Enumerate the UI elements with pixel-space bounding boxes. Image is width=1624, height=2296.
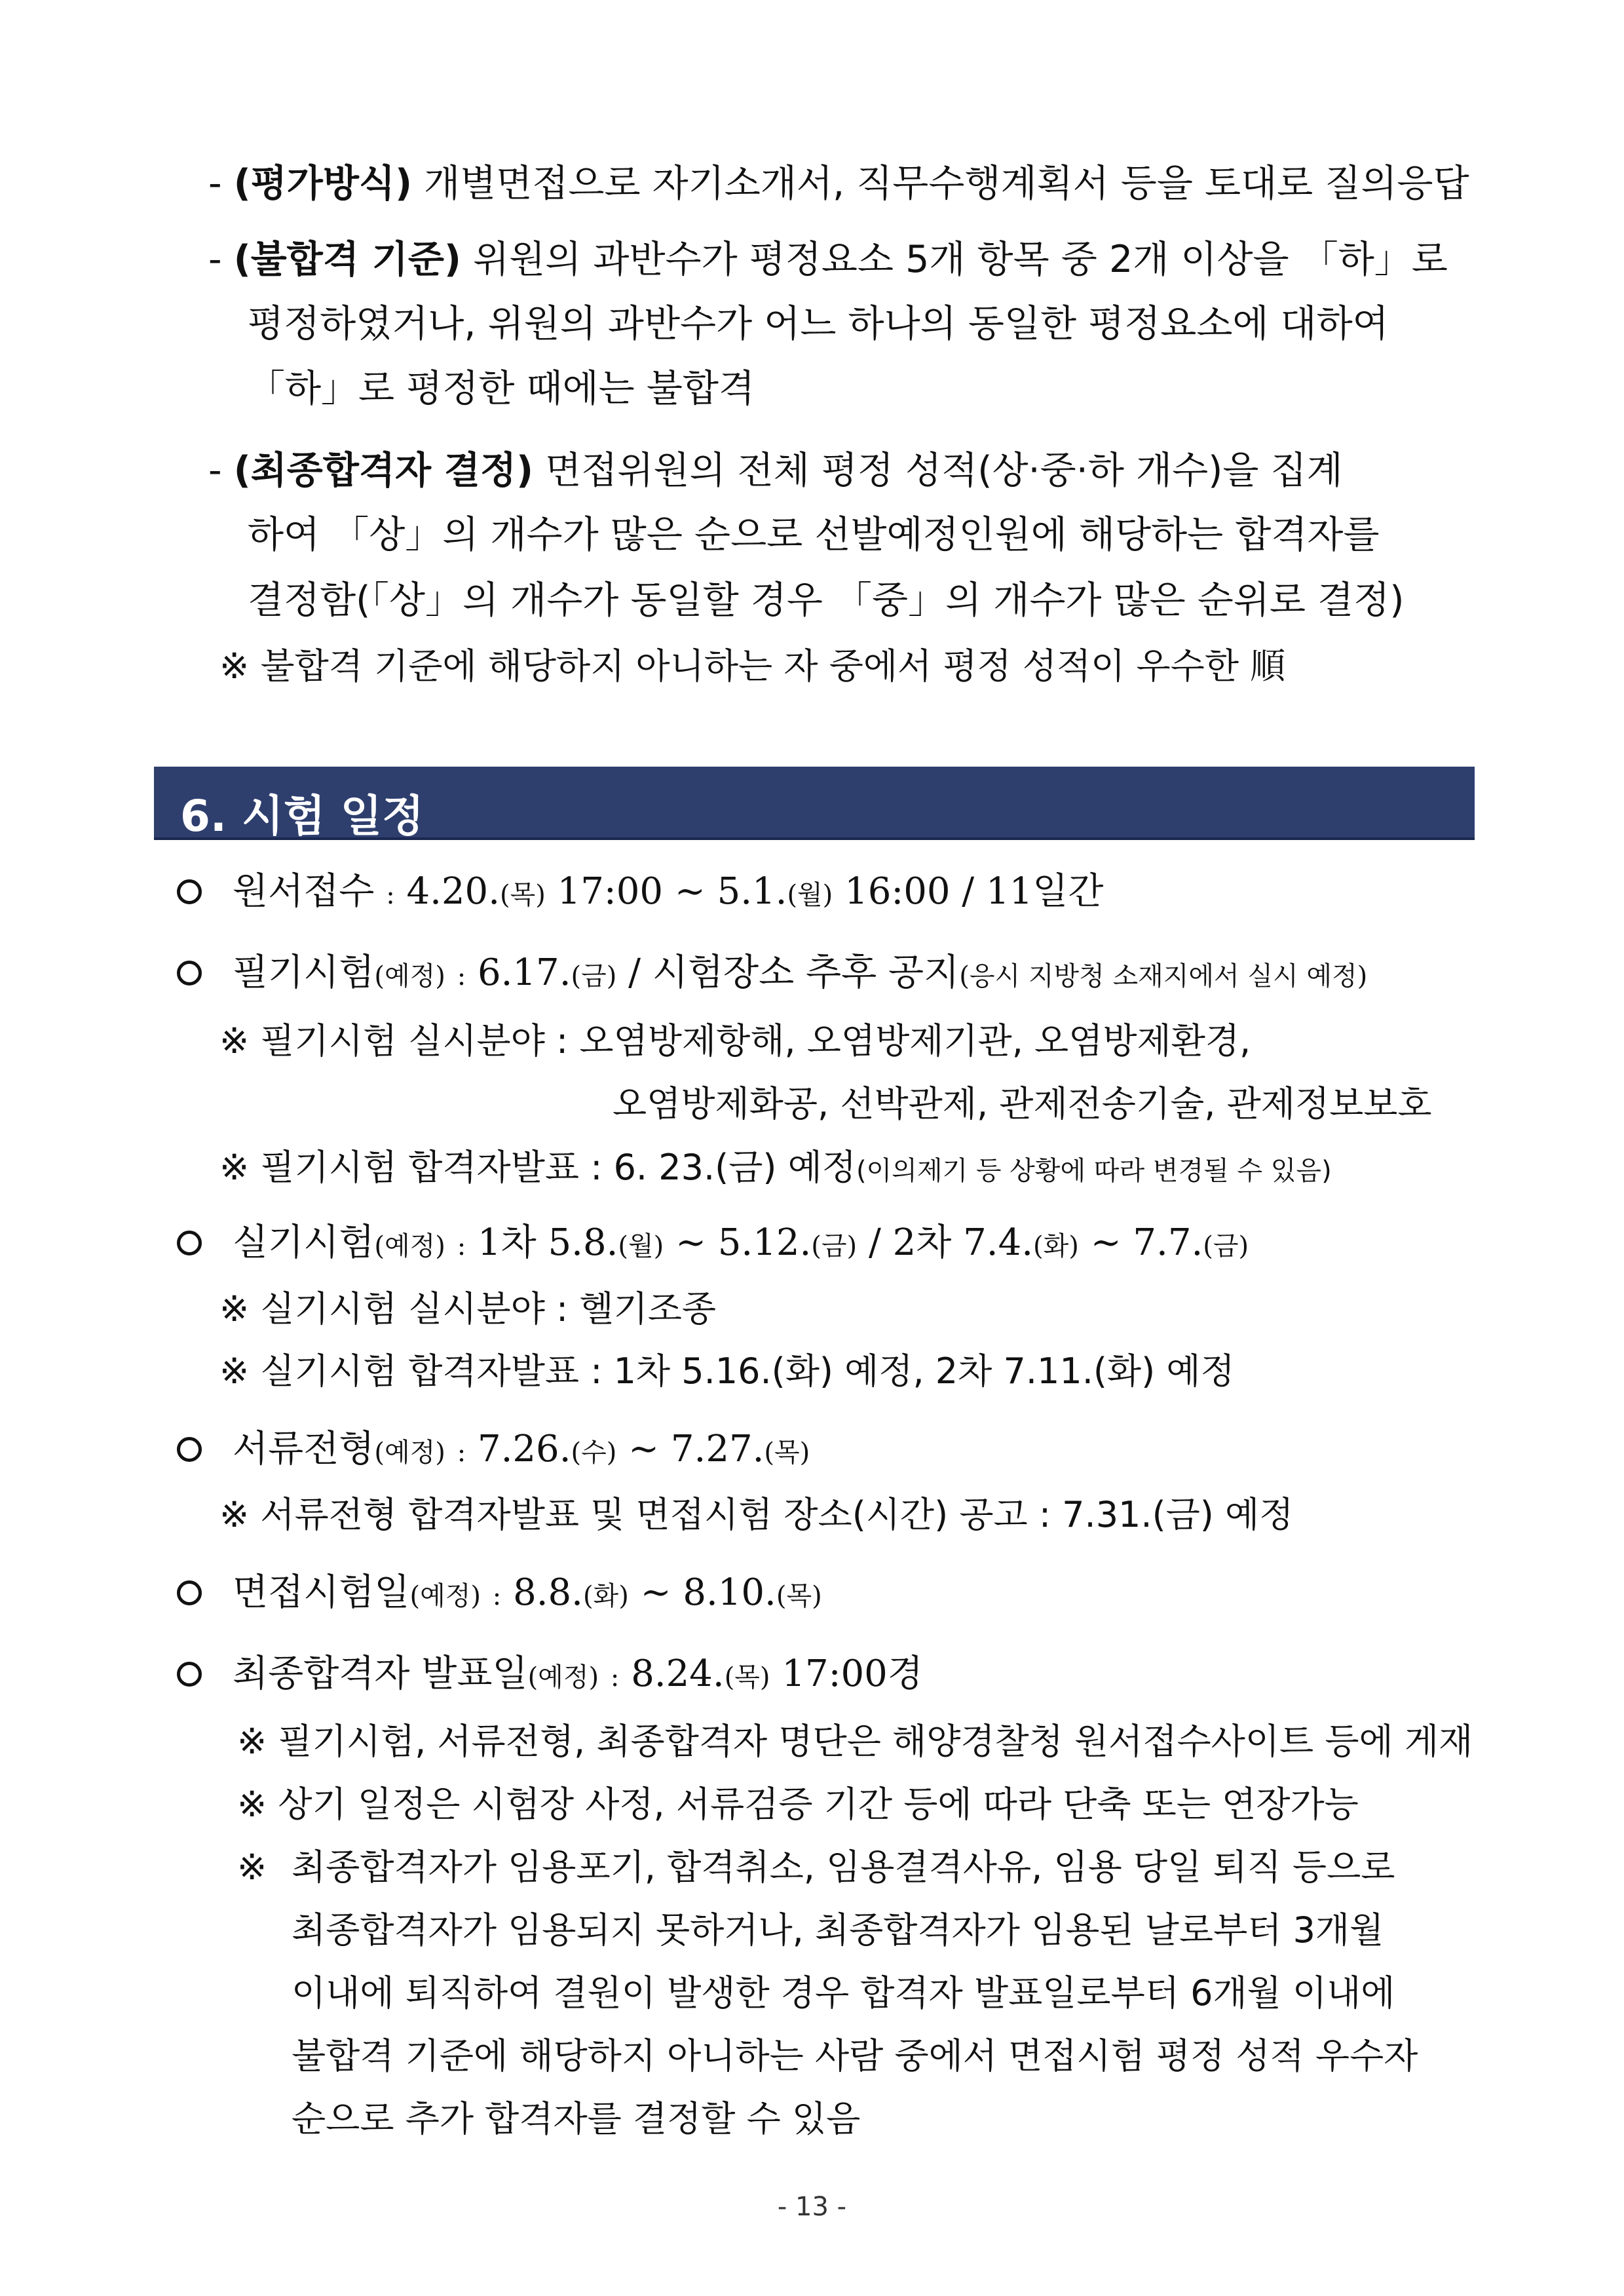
schedule-practical-exam: 실기시험(예정) : 1차 5.8.(월) ~ 5.12.(금) / 2차 7.4.(화) ~ 7.7.(금): [233, 1221, 1249, 1264]
final-decision-line1: - (최종합격자 결정) 면접위원의 전체 평정 성적(상·중·하 개수)을 집계: [208, 449, 1343, 492]
section-title: 6. 시험 일정: [180, 791, 424, 841]
page-number: - 13 -: [777, 2192, 847, 2222]
eval-method-label: (평가방식): [233, 162, 413, 205]
note-additional-line5: 순으로 추가 합격자를 결정할 수 있음: [292, 2098, 861, 2139]
final-label: 최종합격자 발표일: [233, 1653, 528, 1695]
schedule-interview: 면접시험일(예정) : 8.8.(화) ~ 8.10.(목): [233, 1571, 822, 1614]
fail-criteria-line3: 「하」로 평정한 때에는 불합격: [248, 367, 755, 410]
fail-criteria-line1: - (불합격 기준) 위원의 과반수가 평정요소 5개 항목 중 2개 이상을 「하」로: [208, 238, 1448, 281]
schedule-written-exam: 필기시험(예정) : 6.17.(금) / 시험장소 추후 공지(응시 지방청 소재지에서 실시 예정): [233, 951, 1368, 994]
eval-method-text: 개별면접으로 자기소개서, 직무수행계획서 등을 토대로 질의응답: [424, 162, 1469, 205]
practical-field: ※ 실기시험 실시분야 : 헬기조종: [219, 1288, 717, 1330]
final-decision-line3: 결정함(「상」의 개수가 동일할 경우 「중」의 개수가 많은 순위로 결정): [248, 579, 1405, 622]
final-decision-text1: 면접위원의 전체 평정 성적(상·중·하 개수)을 집계: [545, 449, 1343, 492]
eval-method-line: - (평가방식) 개별면접으로 자기소개서, 직무수행계획서 등을 토대로 질의응답: [208, 162, 1469, 205]
doc-label: 서류전형: [233, 1428, 375, 1470]
bullet-circle-icon: [177, 1437, 202, 1462]
note-publication: ※ 필기시험, 서류전형, 최종합격자 명단은 해양경찰청 원서접수사이트 등에 게재: [237, 1721, 1473, 1762]
written-announce: ※ 필기시험 합격자발표 : 6. 23.(금) 예정(이의제기 등 상황에 따라 변경될 수 있음): [219, 1147, 1332, 1188]
note-additional-mark: ※: [237, 1846, 267, 1888]
bullet-circle-icon: [177, 1231, 202, 1255]
practical-announce: ※ 실기시험 합격자발표 : 1차 5.16.(화) 예정, 2차 7.11.(화) 예정: [219, 1350, 1235, 1392]
fail-criteria-label: (불합격 기준): [233, 238, 461, 281]
schedule-final-announce: 최종합격자 발표일(예정) : 8.24.(목) 17:00경: [233, 1653, 923, 1695]
schedule-application: 원서접수 : 4.20.(목) 17:00 ~ 5.1.(월) 16:00 / 11일간: [233, 870, 1104, 913]
note-additional-line3: 이내에 퇴직하여 결원이 발생한 경우 합격자 발표일로부터 6개월 이내에: [292, 1972, 1395, 2014]
application-label: 원서접수: [233, 870, 375, 913]
practical-label: 실기시험: [233, 1221, 375, 1264]
fail-criteria-text1: 위원의 과반수가 평정요소 5개 항목 중 2개 이상을 「하」로: [473, 238, 1448, 281]
written-label: 필기시험: [233, 951, 375, 994]
note-additional-line2: 최종합격자가 임용되지 못하거나, 최종합격자가 임용된 날로부터 3개월: [292, 1909, 1384, 1951]
final-decision-label: (최종합격자 결정): [233, 449, 534, 492]
doc-announce: ※ 서류전형 합격자발표 및 면접시험 장소(시간) 공고 : 7.31.(금) 예정: [219, 1494, 1294, 1535]
note-schedule-change: ※ 상기 일정은 시험장 사정, 서류검증 기간 등에 따라 단축 또는 연장가능: [237, 1784, 1359, 1825]
bullet-circle-icon: [177, 961, 202, 985]
written-field-line1: ※ 필기시험 실시분야 : 오염방제항해, 오염방제기관, 오염방제환경,: [219, 1020, 1251, 1062]
note-additional-line1: 최종합격자가 임용포기, 합격취소, 임용결격사유, 임용 당일 퇴직 등으로: [292, 1846, 1395, 1888]
bullet-circle-icon: [177, 1580, 202, 1605]
interview-label: 면접시험일: [233, 1571, 410, 1614]
bullet-circle-icon: [177, 879, 202, 904]
note-additional-line4: 불합격 기준에 해당하지 아니하는 사람 중에서 면접시험 평정 성적 우수자: [292, 2035, 1418, 2076]
final-decision-note: ※ 불합격 기준에 해당하지 아니하는 자 중에서 평정 성적이 우수한 順: [219, 645, 1286, 687]
final-decision-line2: 하여 「상」의 개수가 많은 순으로 선발예정인원에 해당하는 합격자를: [248, 513, 1380, 556]
fail-criteria-line2: 평정하였거나, 위원의 과반수가 어느 하나의 동일한 평정요소에 대하여: [248, 302, 1389, 345]
section-header: [154, 767, 1475, 840]
written-field-line2: 오염방제화공, 선박관제, 관제전송기술, 관제정보보호: [613, 1083, 1432, 1124]
bullet-circle-icon: [177, 1662, 202, 1687]
schedule-document-screening: 서류전형(예정) : 7.26.(수) ~ 7.27.(목): [233, 1428, 810, 1470]
